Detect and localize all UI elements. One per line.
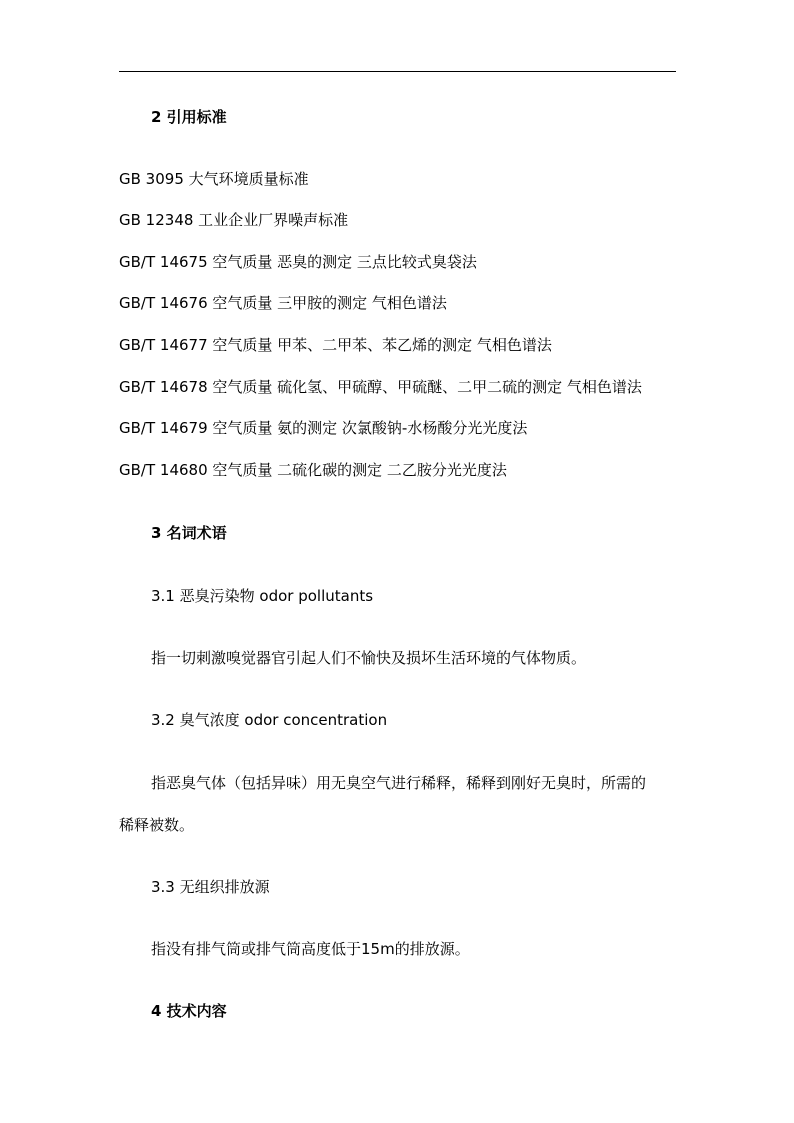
standard-item: GB/T 14676 空气质量 三甲胺的测定 气相色谱法: [119, 294, 447, 312]
term-title: 3.1 恶臭污染物 odor pollutants: [151, 587, 374, 605]
section-3-heading: 3 名词术语: [151, 524, 227, 542]
standard-item: GB/T 14679 空气质量 氨的测定 次氯酸钠-水杨酸分光光度法: [119, 419, 528, 437]
term-definition: 指一切刺激嗅觉器官引起人们不愉快及损坏生活环境的气体物质。: [151, 649, 587, 667]
header-rule: [119, 71, 676, 72]
standard-item: GB/T 14680 空气质量 二硫化碳的测定 二乙胺分光光度法: [119, 461, 507, 479]
section-2-heading: 2 引用标准: [151, 108, 227, 126]
standard-item: GB/T 14678 空气质量 硫化氢、甲硫醇、甲硫醚、二甲二硫的测定 气相色谱法: [119, 378, 642, 396]
term-definition: 指没有排气筒或排气筒高度低于15m的排放源。: [151, 940, 470, 958]
standard-item: GB 12348 工业企业厂界噪声标准: [119, 211, 349, 229]
term-definition-continued: 稀释被数。: [119, 816, 195, 834]
term-title: 3.3 无组织排放源: [151, 878, 270, 896]
term-definition: 指恶臭气体（包括异味）用无臭空气进行稀释，稀释到刚好无臭时，所需的: [151, 774, 647, 792]
term-title: 3.2 臭气浓度 odor concentration: [151, 711, 388, 729]
section-4-heading: 4 技术内容: [151, 1002, 227, 1020]
standard-item: GB/T 14675 空气质量 恶臭的测定 三点比较式臭袋法: [119, 253, 477, 271]
standard-item: GB/T 14677 空气质量 甲苯、二甲苯、苯乙烯的测定 气相色谱法: [119, 336, 552, 354]
standard-item: GB 3095 大气环境质量标准: [119, 170, 309, 188]
